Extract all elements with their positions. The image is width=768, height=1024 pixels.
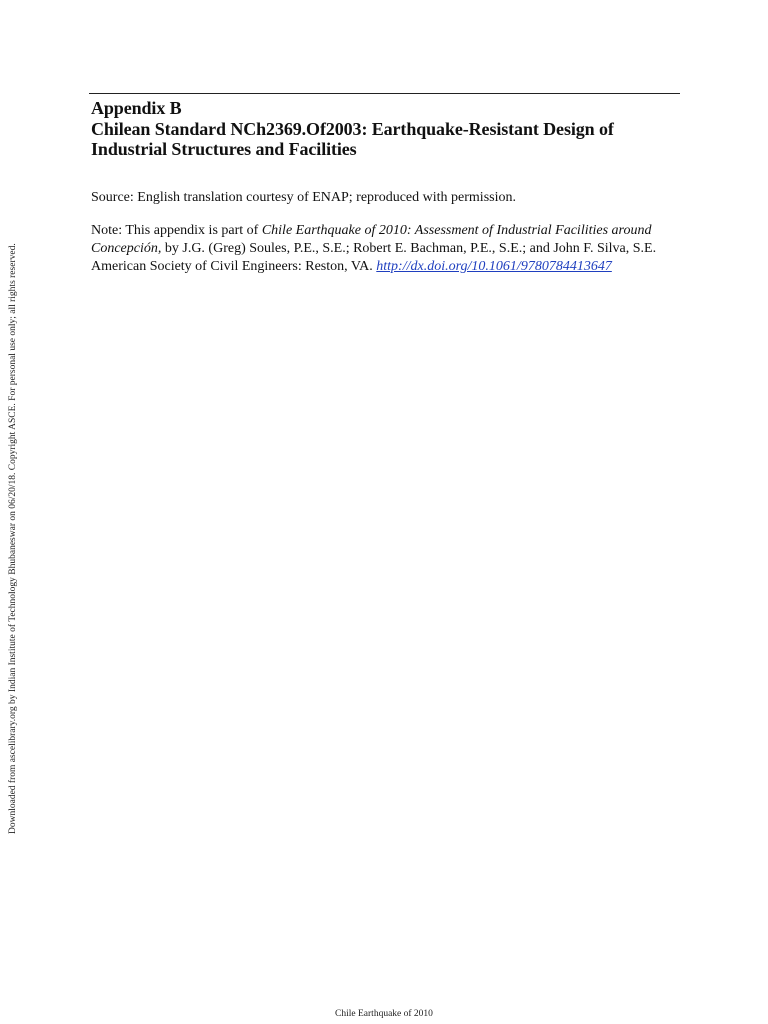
download-watermark: Downloaded from ascelibrary.org by Indian Institute of Technology Bhubaneswar on 06/20/18. Copyright ASCE. For personal use only; all rights reserved.	[8, 243, 18, 834]
appendix-label: Appendix B	[91, 98, 182, 118]
note-line-3	[91, 258, 691, 276]
note-line-1	[91, 222, 691, 240]
appendix-heading	[91, 98, 691, 160]
appendix-title-line-1: Chilean Standard NCh2369.Of2003: Earthquake-Resistant Design of	[91, 118, 614, 139]
book-title-part-1: Chile Earthquake of 2010: Assessment of Industrial Facilities around	[261, 223, 652, 238]
note-paragraph	[91, 222, 691, 276]
book-title-part-2: Concepción,	[91, 241, 162, 256]
note-publisher: American Society of Civil Engineers: Reston, VA.	[91, 259, 377, 274]
note-prefix: Note: This appendix is part of	[91, 223, 262, 238]
doi-link[interactable]: http://dx.doi.org/10.1061/9780784413647	[376, 259, 612, 274]
source-text: Source: English translation courtesy of ENAP; reproduced with permission.	[91, 190, 516, 205]
appendix-title-line-2: Industrial Structures and Facilities	[91, 139, 357, 159]
note-line-2	[91, 240, 691, 258]
top-rule	[89, 93, 680, 94]
page-footer: Chile Earthquake of 2010	[335, 1009, 433, 1019]
note-authors: by J.G. (Greg) Soules, P.E., S.E.; Robert E. Bachman, P.E., S.E.; and John F. Silva, S.E.	[161, 241, 657, 256]
